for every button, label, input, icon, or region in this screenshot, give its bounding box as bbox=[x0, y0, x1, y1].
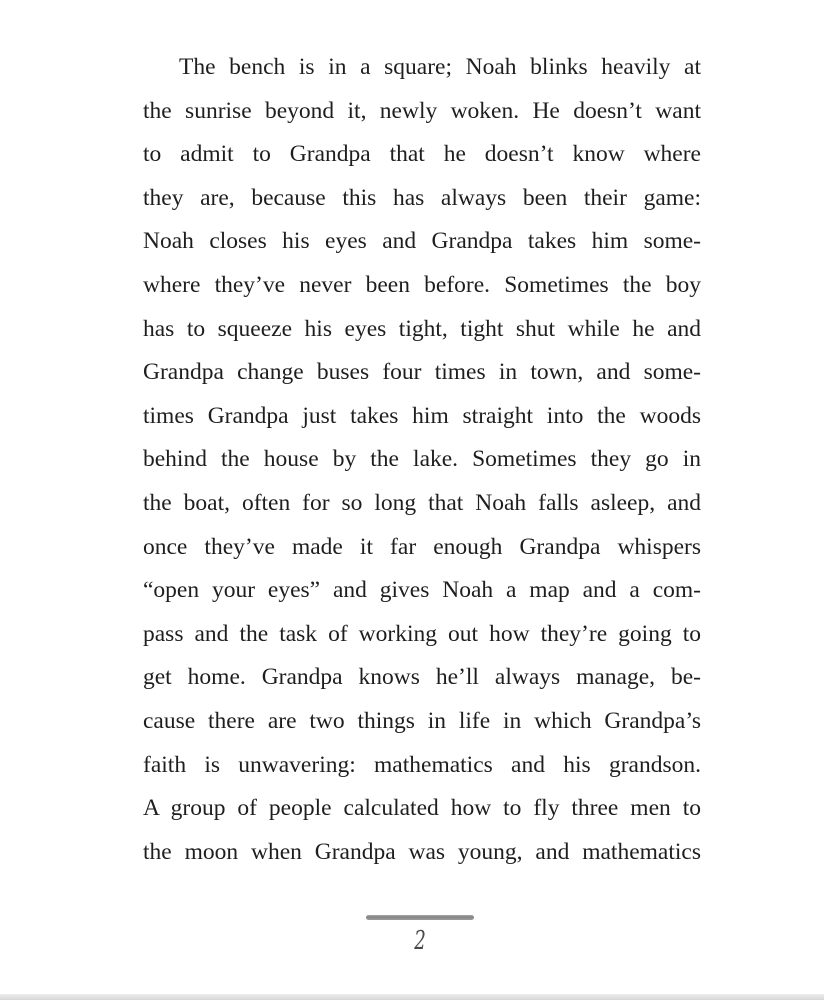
text-line: the sunrise beyond it, newly woken. He doesn’t want bbox=[143, 97, 701, 124]
text-line: faith is unwavering: mathematics and his grandson. bbox=[143, 751, 701, 778]
text-line: to admit to Grandpa that he doesn’t know where bbox=[143, 141, 701, 168]
body-paragraph bbox=[143, 46, 701, 874]
text-line: the moon when Grandpa was young, and mathematics bbox=[143, 838, 701, 865]
text-line: behind the house by the lake. Sometimes they go in bbox=[143, 446, 701, 473]
text-line: Noah closes his eyes and Grandpa takes him some- bbox=[143, 228, 701, 255]
text-line: times Grandpa just takes him straight into the woods bbox=[143, 402, 701, 429]
text-line: The bench is in a square; Noah blinks heavily at bbox=[179, 54, 701, 80]
text-line: get home. Grandpa knows he’ll always manage, be- bbox=[143, 664, 701, 691]
page-number: 2 bbox=[414, 926, 426, 956]
text-line: the boat, often for so long that Noah falls asleep, and bbox=[143, 489, 701, 516]
text-line: “open your eyes” and gives Noah a map and a com- bbox=[143, 577, 701, 604]
text-line: where they’ve never been before. Sometimes the boy bbox=[143, 271, 701, 298]
text-line: they are, because this has always been their game: bbox=[143, 184, 701, 211]
page-bottom-edge bbox=[0, 994, 824, 1000]
text-line: pass and the task of working out how they’re going to bbox=[143, 620, 701, 647]
text-line: A group of people calculated how to fly three men to bbox=[143, 795, 701, 822]
folio-rule bbox=[366, 915, 474, 920]
text-line: has to squeeze his eyes tight, tight shut while he and bbox=[143, 315, 701, 342]
text-line: once they’ve made it far enough Grandpa whispers bbox=[143, 533, 701, 560]
text-line: cause there are two things in life in which Grandpa’s bbox=[143, 707, 701, 734]
text-line: Grandpa change buses four times in town, and some- bbox=[143, 359, 701, 386]
